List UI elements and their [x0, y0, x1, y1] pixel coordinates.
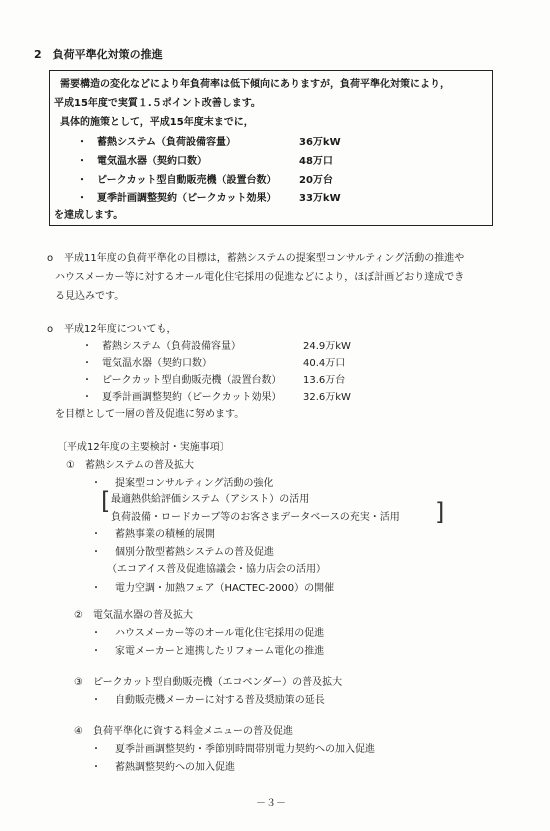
- box-measures-intro: 具体的施策として，平成15年度末までに，: [60, 117, 254, 128]
- sub4-item: [91, 744, 375, 757]
- para2-item: [82, 341, 241, 354]
- bullet-mark: ・: [77, 193, 87, 204]
- box-closing: を達成します。: [54, 210, 124, 221]
- sub1-b1: 提案型コンサルティング活動の強化: [115, 478, 274, 489]
- para2-item-value: 13.6万台: [303, 375, 346, 386]
- sub1-title: ① 蓄熱システムの普及拡大: [66, 460, 194, 471]
- sub1-item: [91, 547, 274, 560]
- left-bracket: [: [101, 487, 111, 515]
- bullet-mark: ・: [91, 744, 101, 755]
- sub1-b1b: 負荷設備・ロードカーブ等のお客さまデータベースの充実・活用: [111, 512, 400, 523]
- box-item-label: 電気温水器（契約口数）: [97, 156, 207, 167]
- sub2-title: ② 電気温水器の普及拡大: [74, 610, 193, 621]
- bullet-mark: ・: [91, 695, 101, 706]
- para1-line1: 平成11年度の負荷平準化の目標は，蓄熱システムの提案型コンサルティング活動の推進や: [64, 253, 465, 264]
- sub2-b1: ハウスメーカー等のオール電化住宅採用の促進: [115, 628, 325, 639]
- bullet-mark: ・: [82, 375, 92, 386]
- sub4-b1: 夏季計画調整契約・季節別時間帯別電力契約への加入促進: [115, 744, 375, 755]
- para1-bullet: o: [47, 253, 54, 264]
- sub1-b2: 蓄熱事業の積極的展開: [115, 529, 215, 540]
- sub1-b3: 個別分散型蓄熱システムの普及促進: [115, 547, 274, 558]
- para2-item-value: 24.9万kW: [303, 341, 351, 352]
- sub1-b1a: 最適熱供給評価システム（アシスト）の活用: [111, 494, 310, 505]
- sub1-item: [91, 583, 334, 596]
- box-intro-line1: 需要構造の変化などにより年負荷率は低下傾向にありますが，負荷平準化対策により，: [60, 79, 450, 90]
- para2-item: [82, 375, 282, 388]
- sub1-b4: 電力空調・加熱フェア（HACTEC-2000）の開催: [115, 583, 335, 594]
- sub2-item: [91, 628, 324, 641]
- bullet-mark: ・: [77, 137, 87, 148]
- para2-item: [82, 392, 282, 405]
- sub2-item: [91, 646, 324, 659]
- bullet-mark: ・: [82, 358, 92, 369]
- box-item: [77, 193, 277, 206]
- box-item-value: 33万kW: [299, 193, 341, 204]
- target-summary-box: [49, 70, 493, 226]
- bullet-mark: ・: [91, 646, 101, 657]
- para2-item-label: ピークカット型自動販売機（設置台数）: [102, 375, 282, 386]
- bullet-mark: ・: [91, 628, 101, 639]
- sub1-item: [91, 529, 215, 542]
- sub3-title: ③ ピークカット型自動販売機（エコベンダー）の普及拡大: [74, 677, 343, 688]
- section-title: 2 負荷平準化対策の推進: [34, 48, 163, 61]
- sub4-title: ④ 負荷平準化に資する料金メニューの普及促進: [74, 726, 293, 737]
- bullet-mark: ・: [82, 392, 92, 403]
- bullet-mark: ・: [91, 583, 101, 594]
- para2-item-label: 蓄熱システム（負荷設備容量）: [102, 341, 241, 352]
- bullet-mark: ・: [82, 341, 92, 352]
- para2-bullet: o: [47, 324, 54, 335]
- page-number: －３－: [256, 798, 286, 809]
- right-bracket: ]: [435, 498, 445, 526]
- box-item-value: 36万kW: [299, 137, 341, 148]
- sub3-b1: 自動販売機メーカーに対する普及奨励策の延長: [115, 695, 325, 706]
- bullet-mark: ・: [91, 762, 101, 773]
- box-item: [77, 175, 277, 188]
- sub1-b3a: （エコアイス普及促進協議会・協力店会の活用）: [107, 564, 326, 575]
- box-item-value: 20万台: [299, 175, 333, 186]
- sub4-b2: 蓄熱調整契約への加入促進: [115, 762, 235, 773]
- bullet-mark: ・: [77, 156, 87, 167]
- box-item-value: 48万口: [299, 156, 333, 167]
- bullet-mark: ・: [77, 175, 87, 186]
- box-item-label: 夏季計画調整契約（ピークカット効果）: [97, 193, 277, 204]
- sub2-b2: 家電メーカーと連携したリフォーム電化の推進: [115, 646, 325, 657]
- para2-item-label: 電気温水器（契約口数）: [102, 358, 212, 369]
- sub4-item: [91, 762, 235, 775]
- sub3-item: [91, 695, 325, 708]
- bullet-mark: ・: [91, 547, 101, 558]
- para1-line3: る見込みです。: [55, 291, 125, 302]
- section2-header: 〔平成12年度の主要検討・実施事項〕: [57, 442, 230, 453]
- bullet-mark: ・: [91, 529, 101, 540]
- box-item: [77, 137, 236, 150]
- box-item-label: ピークカット型自動販売機（設置台数）: [97, 175, 277, 186]
- box-item: [77, 156, 207, 169]
- para2-intro: 平成12年度についても，: [64, 324, 177, 335]
- box-intro-line2: 平成15年度で実質１.５ポイント改善します。: [54, 98, 261, 109]
- para2-item: [82, 358, 212, 371]
- para2-item-label: 夏季計画調整契約（ピークカット効果）: [102, 392, 282, 403]
- box-item-label: 蓄熱システム（負荷設備容量）: [97, 137, 236, 148]
- para2-item-value: 40.4万口: [303, 358, 346, 369]
- para2-closing: を目標として一層の普及促進に努めます。: [55, 409, 245, 420]
- para2-item-value: 32.6万kW: [303, 392, 351, 403]
- sub1-item: [91, 478, 274, 491]
- para1-line2: ハウスメーカー等に対するオール電化住宅採用の促進などにより，ほぼ計画どおり達成でき: [55, 272, 465, 283]
- bullet-mark: ・: [91, 478, 101, 489]
